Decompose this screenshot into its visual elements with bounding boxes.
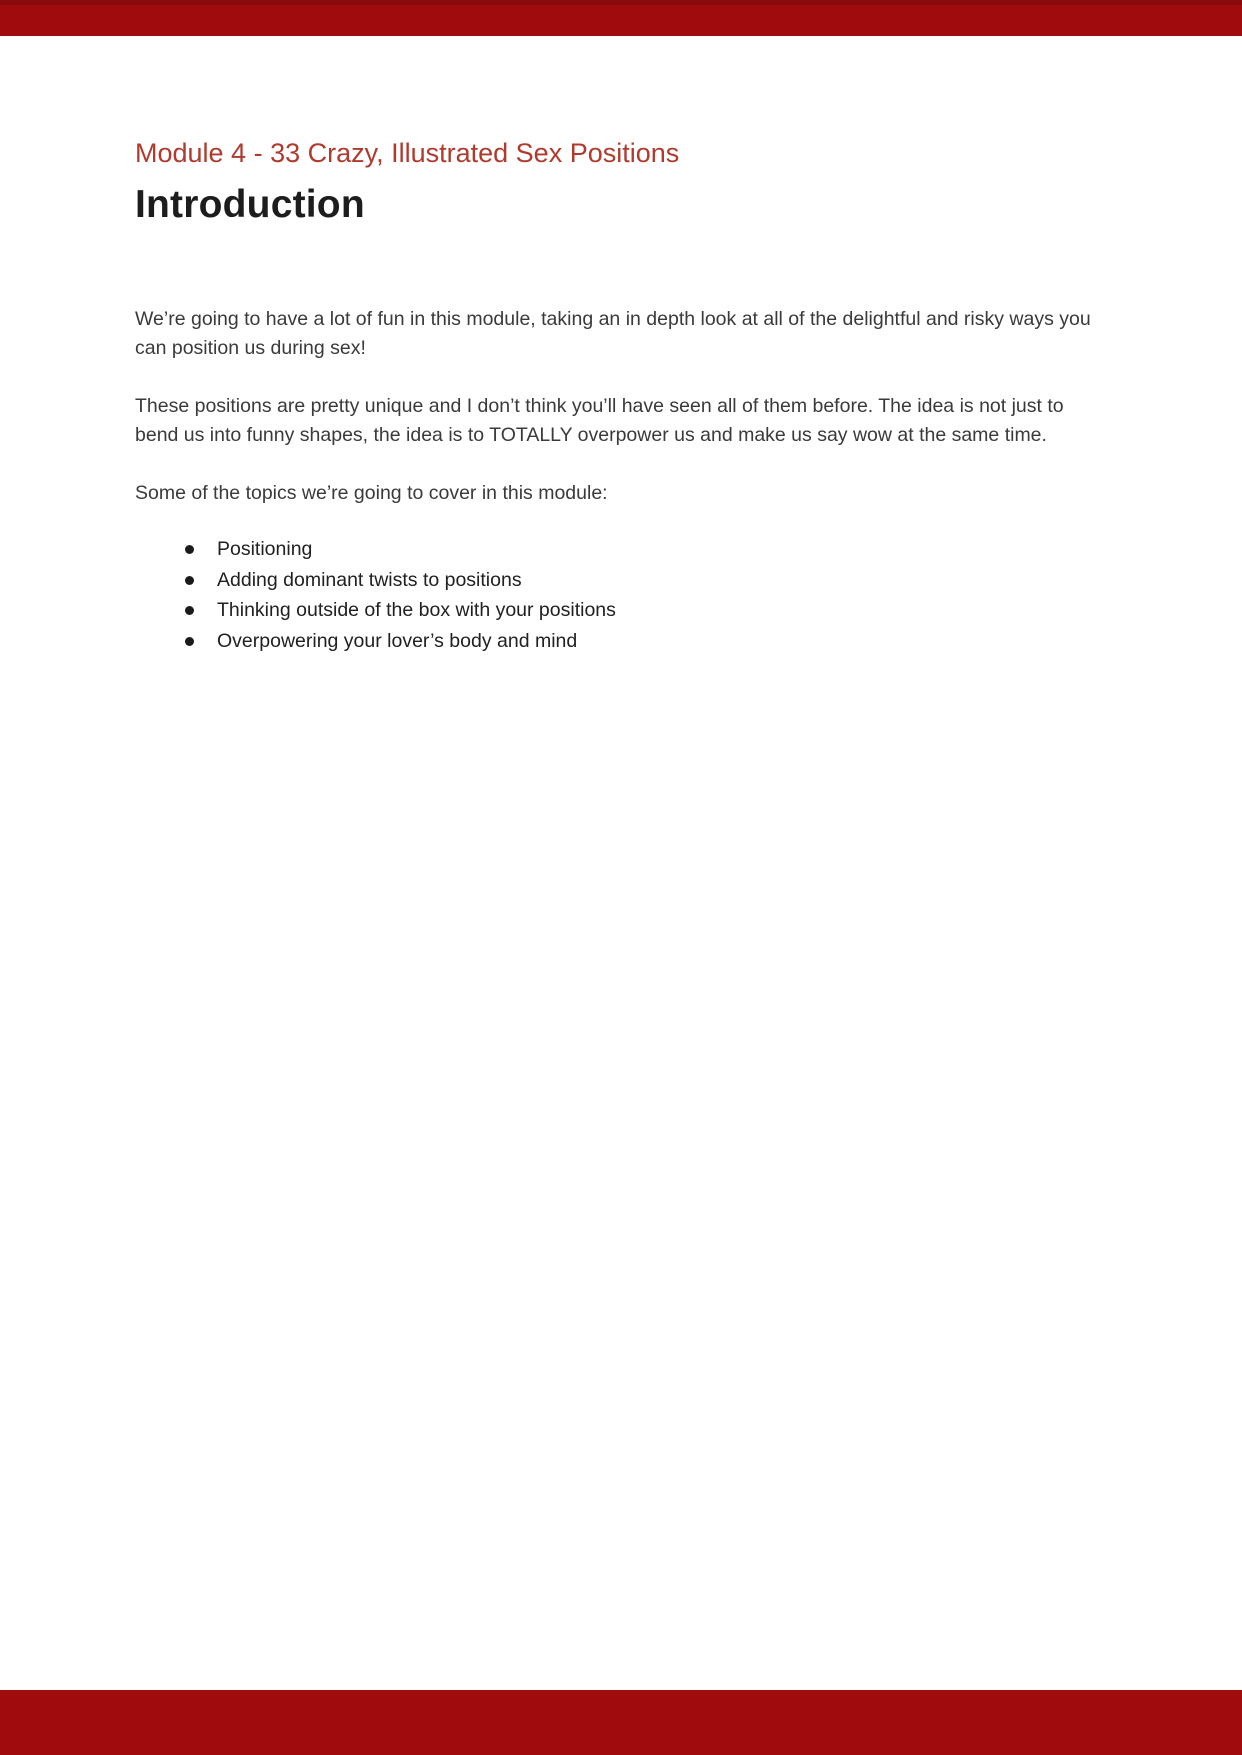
page-title: Introduction bbox=[135, 183, 365, 227]
bullet-icon bbox=[185, 606, 194, 615]
list-item-label: Positioning bbox=[217, 538, 313, 561]
list-item bbox=[185, 628, 1105, 656]
list-item bbox=[185, 597, 1105, 625]
list-item bbox=[185, 536, 1105, 564]
module-title: Module 4 - 33 Crazy, Illustrated Sex Positions bbox=[135, 138, 680, 168]
list-item-label: Overpowering your lover’s body and mind bbox=[217, 629, 578, 652]
bullet-icon bbox=[185, 637, 194, 646]
topics-list-intro: Some of the topics we’re going to cover in this module: bbox=[135, 482, 608, 505]
header-red-bar bbox=[0, 0, 1242, 36]
topics-list bbox=[135, 536, 1105, 655]
bullet-icon bbox=[185, 545, 194, 554]
list-item-label: Thinking outside of the box with your positions bbox=[217, 599, 616, 622]
paragraph-unique-positions: These positions are pretty unique and I don’t think you’ll have seen all of them before. The idea is not just to bend us into funny shapes, the idea is to TOTALLY overpower us and make us say wow at the same time. bbox=[135, 395, 1064, 447]
list-item bbox=[185, 567, 1105, 595]
page-content bbox=[135, 36, 1105, 658]
paragraph-intro-fun: We’re going to have a lot of fun in this module, taking an in depth look at all of the delightful and risky ways you can position us during sex! bbox=[135, 308, 1091, 360]
list-item-label: Adding dominant twists to positions bbox=[217, 568, 522, 591]
bullet-icon bbox=[185, 576, 194, 585]
footer-red-bar bbox=[0, 1690, 1242, 1755]
